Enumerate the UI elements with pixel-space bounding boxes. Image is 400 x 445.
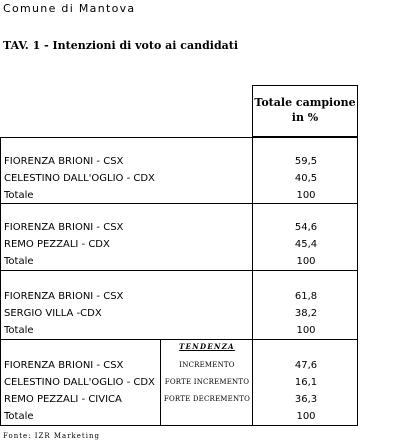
percent-value: 100: [296, 190, 316, 201]
percent-value: 100: [296, 411, 316, 422]
candidate-name: FIORENZA BRIONI - CSX: [4, 156, 124, 167]
tendency-header: TENDENZA: [179, 342, 235, 351]
total-label: Totale: [4, 256, 34, 267]
percent-value: 59,5: [294, 156, 318, 167]
tendency-value: FORTE INCREMENTO: [164, 378, 250, 386]
table-row: [1, 322, 359, 339]
table-row: [1, 357, 359, 374]
percent-value: 100: [296, 256, 316, 267]
percent-value: 38,2: [294, 308, 318, 319]
table-row: [1, 374, 359, 391]
table-title: TAV. 1 - Intenzioni di voto ai candidati: [3, 39, 239, 52]
total-label: Totale: [4, 325, 34, 336]
percent-value: 16,1: [294, 377, 318, 388]
section-4: [0, 339, 358, 426]
total-label: Totale: [4, 411, 34, 422]
percent-value: 36,3: [294, 394, 318, 405]
table-row: [1, 170, 359, 187]
percent-value: 40,5: [294, 173, 318, 184]
column-header-line2: in %: [291, 111, 319, 124]
table-row: [1, 219, 359, 236]
candidate-name: FIORENZA BRIONI - CSX: [4, 360, 124, 371]
candidate-name: CELESTINO DALL'OGLIO - CDX: [4, 377, 155, 388]
column-header-box: [252, 85, 358, 137]
percent-value: 47,6: [294, 360, 318, 371]
percent-value: 45,4: [294, 239, 318, 250]
section-3: [0, 270, 358, 340]
candidate-name: REMO PEZZALI - CDX: [4, 239, 110, 250]
candidate-name: REMO PEZZALI - CIVICA: [4, 394, 122, 405]
table-row: [1, 391, 359, 408]
source-footer: Fonte: IZR Marketing: [3, 432, 100, 440]
candidate-name: FIORENZA BRIONI - CSX: [4, 222, 124, 233]
candidate-name: FIORENZA BRIONI - CSX: [4, 291, 124, 302]
table-row: [1, 288, 359, 305]
table-row: [1, 253, 359, 270]
column-header-line1: Totale campione: [254, 96, 356, 109]
percent-value: 61,8: [294, 291, 318, 302]
tendency-value: FORTE DECREMENTO: [163, 395, 251, 403]
page-header-title: Comune di Mantova: [3, 2, 136, 15]
table-row: [1, 187, 359, 204]
table-row: [1, 305, 359, 322]
percent-value: 54,6: [294, 222, 318, 233]
section-2: [0, 203, 358, 271]
table-row: [1, 153, 359, 170]
candidate-name: CELESTINO DALL'OGLIO - CDX: [4, 173, 155, 184]
tendency-value: INCREMENTO: [179, 361, 235, 369]
candidate-name: SERGIO VILLA -CDX: [4, 308, 102, 319]
total-label: Totale: [4, 190, 34, 201]
table-row: [1, 236, 359, 253]
section-1: [0, 137, 358, 204]
percent-value: 100: [296, 325, 316, 336]
table-row: [1, 408, 359, 425]
